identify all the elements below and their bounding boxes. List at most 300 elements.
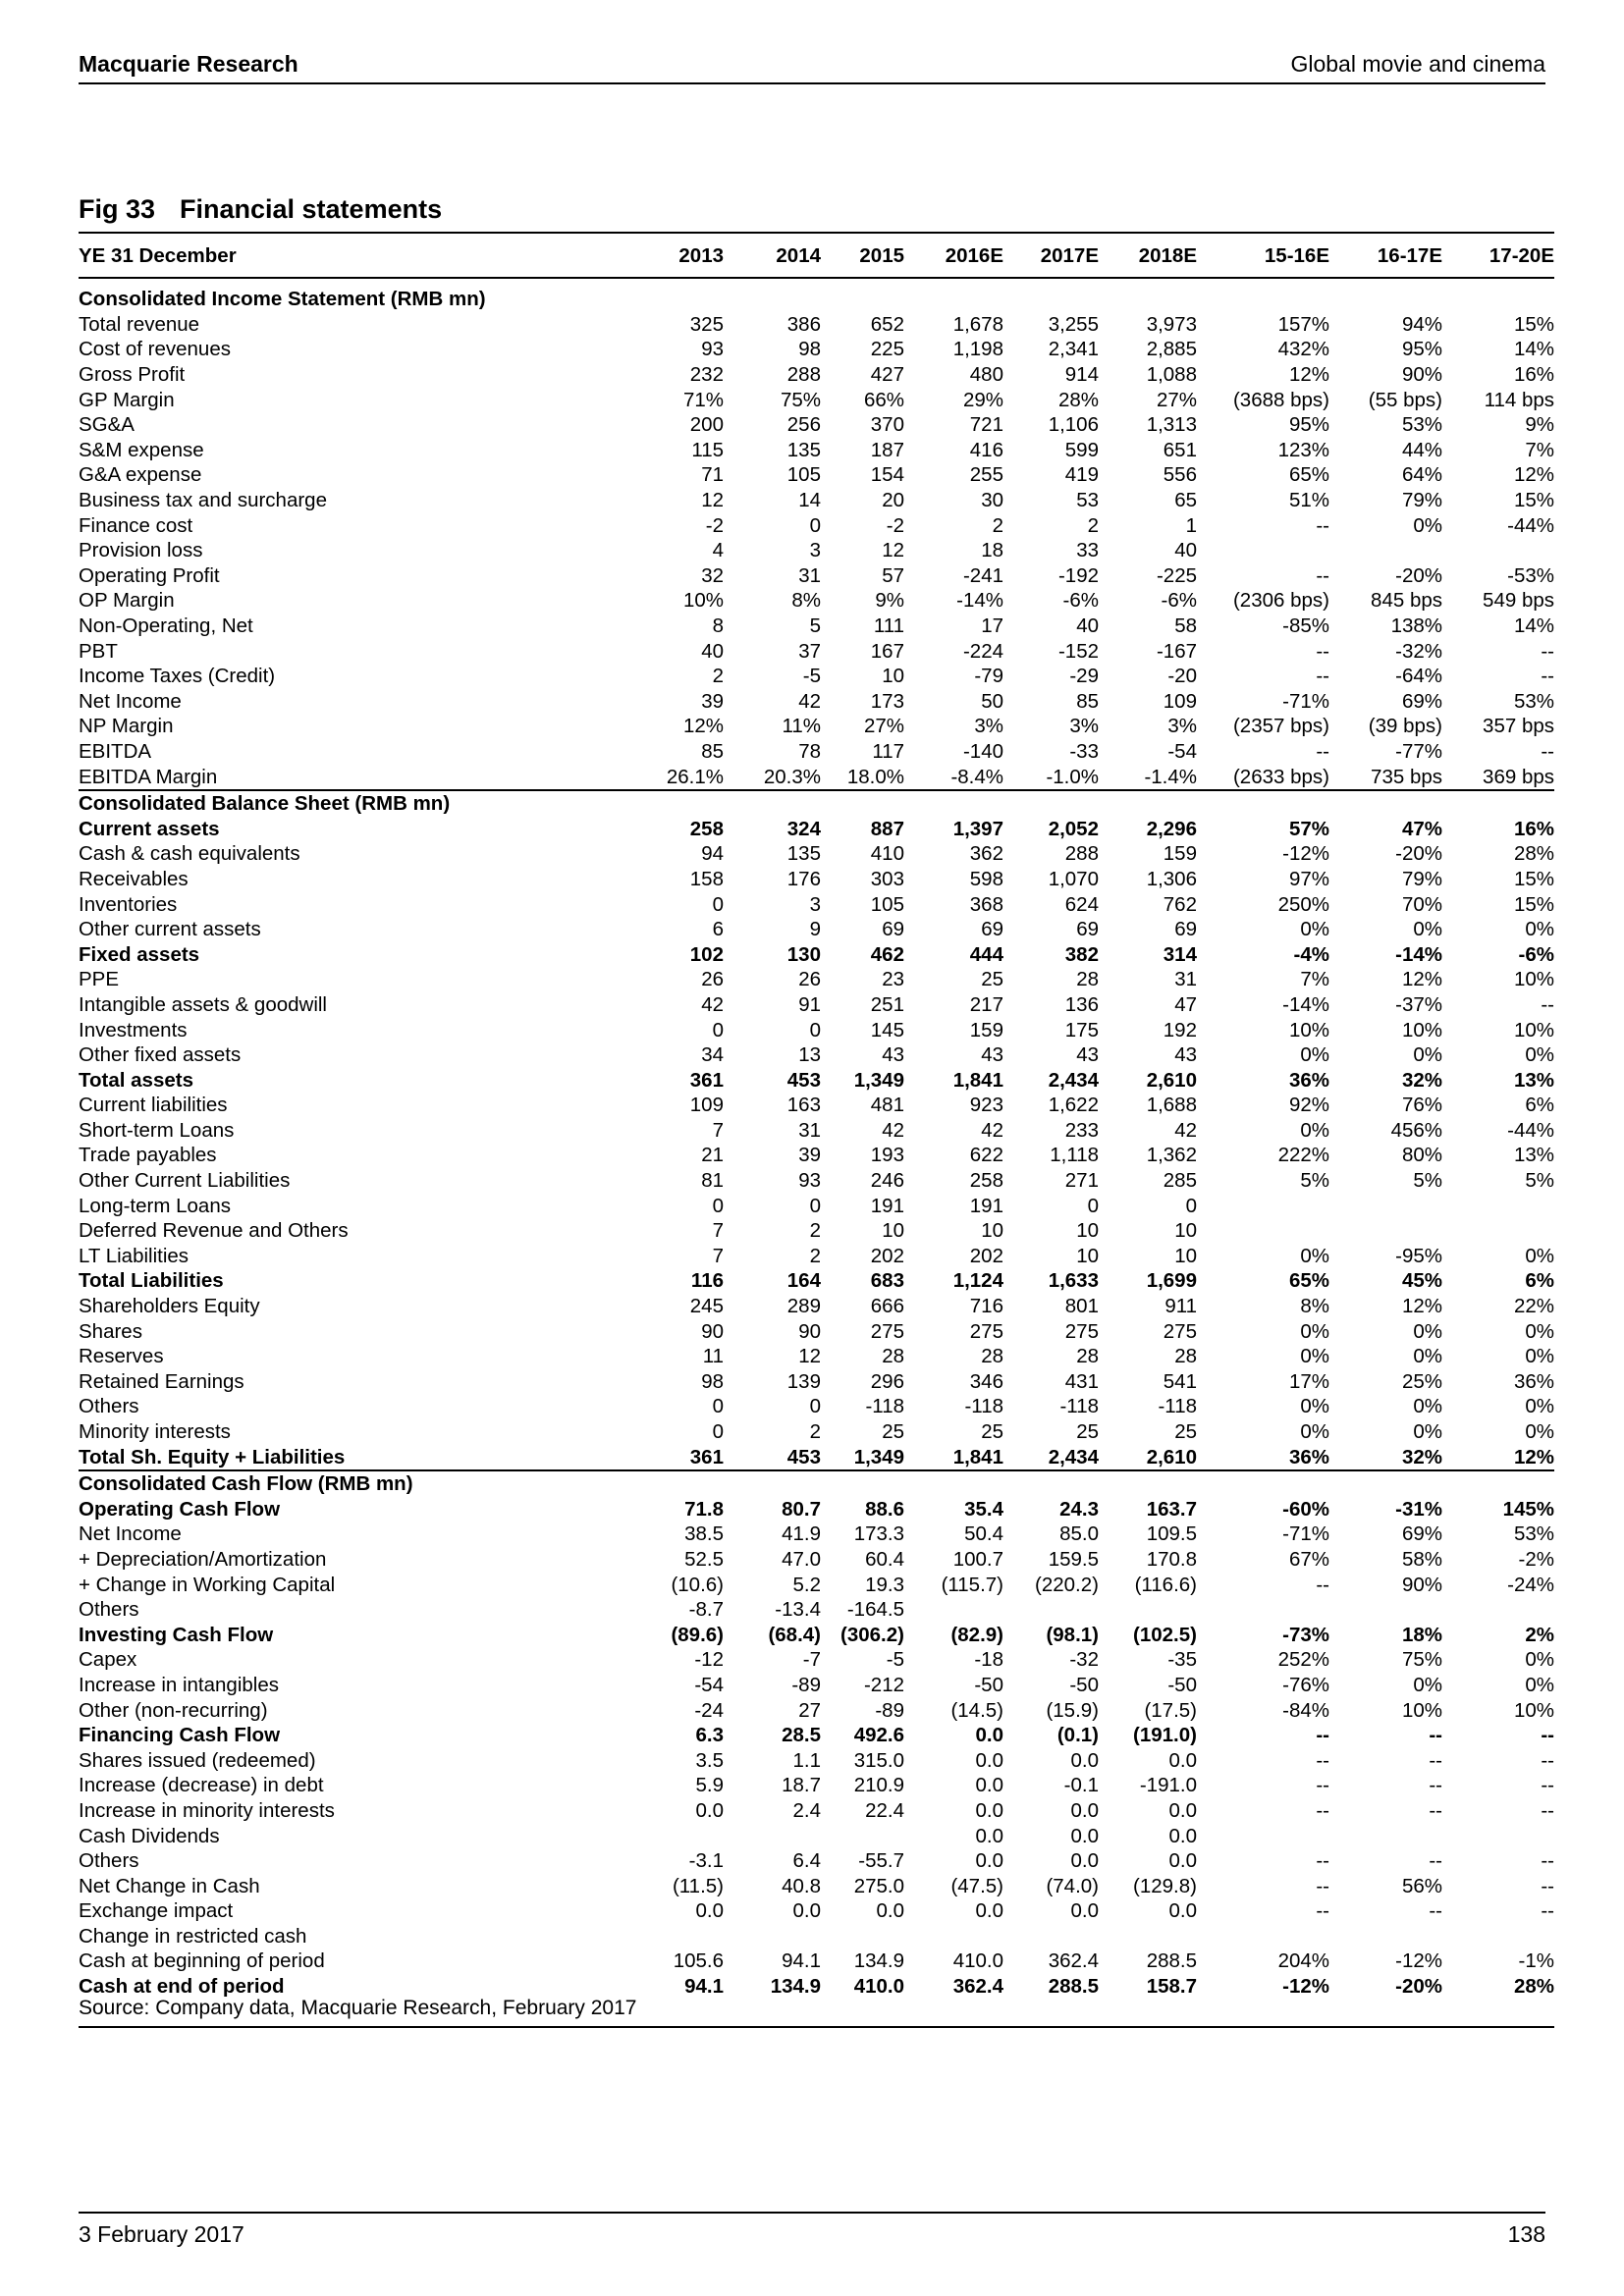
cell-value: -20% <box>1395 563 1442 587</box>
cell-value: 0 <box>809 1395 821 1418</box>
cell-value: 43 <box>981 1043 1003 1067</box>
cell-value: 0% <box>1413 513 1442 537</box>
row-label: Inventories <box>79 892 178 916</box>
cell-value: 36% <box>1288 1445 1329 1468</box>
row-label: Total revenue <box>79 312 200 336</box>
cell-value <box>1442 1597 1554 1623</box>
cell-value: 8 <box>712 614 724 638</box>
cell-value: -- <box>1541 665 1554 688</box>
cell-value: 50.4 <box>964 1522 1003 1546</box>
cell-value: -50 <box>974 1673 1003 1696</box>
cell-value: 2,610 <box>1146 1068 1197 1092</box>
cell-value: 346 <box>969 1369 1003 1393</box>
row-label: Net Income <box>79 689 182 713</box>
cell-value: -2 <box>886 513 904 537</box>
cell-value <box>1442 1924 1554 1949</box>
cell-value: 453 <box>786 1068 821 1092</box>
cell-value: 134.9 <box>853 1949 904 1973</box>
row-label: Capex <box>79 1648 137 1672</box>
cell-value: 256 <box>786 413 821 437</box>
cell-value: 0 <box>809 1194 821 1217</box>
cell-value: 12% <box>1401 1295 1442 1318</box>
cell-value: -152 <box>1057 639 1099 663</box>
table-row <box>79 1647 1554 1673</box>
cell-value: (39 bps) <box>1368 715 1442 738</box>
cell-value: 9% <box>1525 413 1554 437</box>
cell-value: 94 <box>701 842 724 866</box>
cell-value: 85.0 <box>1059 1522 1099 1546</box>
cell-value: 28 <box>1076 1345 1099 1368</box>
row-label: Increase in intangibles <box>79 1673 279 1696</box>
source-rule <box>79 2026 1554 2028</box>
section-header-row <box>79 790 1554 817</box>
cell-value: -71% <box>1282 1522 1329 1546</box>
cell-value: -64% <box>1395 665 1442 688</box>
cell-value: -14% <box>1395 942 1442 966</box>
cell-value: 105 <box>870 892 904 916</box>
cell-value: (14.5) <box>950 1698 1003 1722</box>
cell-value: -- <box>1541 1774 1554 1797</box>
subtotal-row <box>79 1268 1554 1294</box>
table-row <box>79 1294 1554 1319</box>
table-row <box>79 1344 1554 1369</box>
cell-value: 36% <box>1513 1369 1554 1393</box>
cell-value: 69 <box>981 918 1003 941</box>
cell-value: 0 <box>712 1395 724 1418</box>
table-row <box>79 664 1554 689</box>
cell-value: 0.0 <box>975 1849 1003 1873</box>
cell-value: 1,678 <box>952 312 1003 336</box>
cell-value: (129.8) <box>1133 1874 1197 1897</box>
subtotal-row <box>79 1622 1554 1647</box>
cell-value: 556 <box>1163 463 1197 487</box>
cell-value: 75% <box>780 388 821 411</box>
cell-value: -33 <box>1069 739 1099 763</box>
cell-value: 135 <box>786 438 821 461</box>
cell-value: 29% <box>962 388 1003 411</box>
cell-value: 0% <box>1300 1345 1329 1368</box>
cell-value: 0.0 <box>1168 1899 1197 1923</box>
cell-value: 0 <box>1087 1194 1099 1217</box>
cell-value: -191.0 <box>1139 1774 1197 1797</box>
cell-value: 2,341 <box>1048 338 1099 361</box>
cell-value: 5% <box>1525 1169 1554 1193</box>
cell-value: 0.0 <box>876 1899 904 1923</box>
row-label: Cash at beginning of period <box>79 1949 325 1973</box>
cell-value: 42 <box>1174 1118 1197 1142</box>
cell-value: 176 <box>786 867 821 890</box>
cell-value: -29 <box>1069 665 1099 688</box>
row-label: Change in restricted cash <box>79 1924 307 1948</box>
cell-value: -44% <box>1507 1118 1554 1142</box>
cell-value: 27% <box>863 715 904 738</box>
cell-value: 10% <box>1513 1018 1554 1041</box>
figure-title: Financial statements <box>180 194 443 224</box>
table-row <box>79 588 1554 614</box>
row-label: Financing Cash Flow <box>79 1724 281 1747</box>
cell-value: 0% <box>1413 1319 1442 1343</box>
cell-value: 0.0 <box>1168 1849 1197 1873</box>
cell-value: 3,973 <box>1146 312 1197 336</box>
cell-value: 2 <box>809 1219 821 1243</box>
cell-value: -50 <box>1167 1673 1197 1696</box>
cell-value: 217 <box>969 992 1003 1016</box>
table-row <box>79 1773 1554 1798</box>
cell-value: 14% <box>1513 338 1554 361</box>
cell-value: -5 <box>886 1648 904 1672</box>
cell-value: 18.7 <box>782 1774 821 1797</box>
table-header-row <box>79 233 1554 278</box>
cell-value: -12 <box>694 1648 724 1672</box>
table-row <box>79 412 1554 438</box>
cell-value: 25 <box>981 1420 1003 1444</box>
cell-value: 26.1% <box>666 765 724 788</box>
column-header: 17-20E <box>1442 233 1554 278</box>
cell-value <box>1197 1823 1329 1848</box>
cell-value: 105.6 <box>673 1949 724 1973</box>
cell-value: 222% <box>1277 1144 1329 1167</box>
cell-value <box>1197 1218 1329 1244</box>
cell-value: 80% <box>1401 1144 1442 1167</box>
cell-value: 65 <box>1174 489 1197 512</box>
row-label: SG&A <box>79 413 135 437</box>
cell-value: -20 <box>1167 665 1197 688</box>
cell-value: 90 <box>701 1319 724 1343</box>
cell-value: (220.2) <box>1035 1573 1099 1596</box>
cell-value: 10 <box>1174 1219 1197 1243</box>
table-row <box>79 1193 1554 1218</box>
cell-value: 303 <box>870 867 904 890</box>
cell-value: (15.9) <box>1046 1698 1099 1722</box>
cell-value: 481 <box>870 1094 904 1117</box>
cell-value: 0.0 <box>1070 1748 1099 1772</box>
cell-value: -- <box>1429 1748 1442 1772</box>
cell-value: 651 <box>1163 438 1197 461</box>
table-row <box>79 538 1554 563</box>
cell-value: 164 <box>786 1269 821 1293</box>
cell-value: (89.6) <box>671 1623 724 1646</box>
cell-value: 0% <box>1525 1345 1554 1368</box>
cell-value: 51% <box>1288 489 1329 512</box>
cell-value: 1,118 <box>1050 1144 1099 1167</box>
cell-value: 111 <box>873 614 904 638</box>
cell-value: 30 <box>981 489 1003 512</box>
cell-value <box>1003 1597 1099 1623</box>
cell-value: 173.3 <box>853 1522 904 1546</box>
cell-value: 9 <box>809 918 821 941</box>
cell-value: 76% <box>1401 1094 1442 1117</box>
cell-value: 6 <box>712 918 724 941</box>
cell-value: 3,255 <box>1048 312 1099 336</box>
row-label: Fixed assets <box>79 942 200 966</box>
subtotal-row <box>79 941 1554 967</box>
cell-value: 13% <box>1513 1144 1554 1167</box>
table-row <box>79 1898 1554 1924</box>
cell-value <box>1329 538 1442 563</box>
cell-value: 233 <box>1064 1118 1099 1142</box>
cell-value: 24.3 <box>1059 1497 1099 1521</box>
cell-value: 57% <box>1288 817 1329 840</box>
table-row <box>79 488 1554 513</box>
cell-value: 33 <box>1076 539 1099 562</box>
cell-value: 361 <box>689 1445 724 1468</box>
subtotal-row <box>79 1974 1554 2000</box>
cell-value: 432% <box>1277 338 1329 361</box>
cell-value: 12% <box>682 715 724 738</box>
cell-value: -164.5 <box>846 1598 904 1622</box>
cell-value: 2,434 <box>1048 1068 1099 1092</box>
row-label: Total Sh. Equity + Liabilities <box>79 1445 346 1468</box>
cell-value: 275.0 <box>853 1874 904 1897</box>
cell-value: -73% <box>1282 1623 1329 1646</box>
cell-value: 18% <box>1401 1623 1442 1646</box>
cell-value: 289 <box>786 1295 821 1318</box>
cell-value: -54 <box>1167 739 1197 763</box>
cell-value: (10.6) <box>671 1573 724 1596</box>
figure-caption <box>79 194 442 225</box>
cell-value: 95% <box>1401 338 1442 361</box>
cell-value: -20% <box>1395 842 1442 866</box>
cell-value: 2,052 <box>1048 817 1099 840</box>
cell-value: 444 <box>969 942 1003 966</box>
column-header: 2018E <box>1099 233 1197 278</box>
cell-value: 123% <box>1277 438 1329 461</box>
cell-value: 666 <box>870 1295 904 1318</box>
cell-value: -1.4% <box>1144 765 1197 788</box>
cell-value: 10 <box>981 1219 1003 1243</box>
cell-value <box>724 1924 821 1949</box>
cell-value: 57 <box>882 563 904 587</box>
table-row <box>79 563 1554 589</box>
cell-value: (68.4) <box>768 1623 821 1646</box>
cell-value: -- <box>1541 1874 1554 1897</box>
cell-value: 887 <box>870 817 904 840</box>
cell-value: 117 <box>872 739 904 763</box>
cell-value: 67% <box>1288 1547 1329 1571</box>
table-row <box>79 1017 1554 1042</box>
cell-value: 115 <box>691 438 724 461</box>
cell-value: 70% <box>1401 892 1442 916</box>
cell-value: 0 <box>712 892 724 916</box>
cell-value: 145 <box>870 1018 904 1041</box>
cell-value: (55 bps) <box>1368 388 1442 411</box>
row-label: Increase (decrease) in debt <box>79 1774 324 1797</box>
cell-value: 25% <box>1401 1369 1442 1393</box>
cell-value: 325 <box>689 312 724 336</box>
cell-value: -- <box>1316 1899 1329 1923</box>
cell-value: 22.4 <box>865 1798 904 1822</box>
cell-value: 0% <box>1413 1345 1442 1368</box>
cell-value: 109 <box>689 1094 724 1117</box>
row-label: Retained Earnings <box>79 1369 244 1393</box>
cell-value: -167 <box>1156 639 1197 663</box>
cell-value: -18 <box>974 1648 1003 1672</box>
cell-value: 202 <box>969 1244 1003 1267</box>
section-title: Consolidated Balance Sheet (RMB mn) <box>79 790 1554 817</box>
cell-value <box>627 1823 724 1848</box>
table-row <box>79 1697 1554 1723</box>
cell-value: 2 <box>809 1244 821 1267</box>
cell-value: 98 <box>701 1369 724 1393</box>
cell-value: 32 <box>701 563 724 587</box>
cell-value: 25 <box>882 1420 904 1444</box>
cell-value: 102 <box>689 942 724 966</box>
cell-value: (98.1) <box>1046 1623 1099 1646</box>
cell-value: 480 <box>969 363 1003 387</box>
cell-value: 246 <box>870 1169 904 1193</box>
table-row <box>79 1848 1554 1874</box>
table-row <box>79 714 1554 739</box>
cell-value: 1,088 <box>1146 363 1197 387</box>
cell-value: 549 bps <box>1483 589 1554 613</box>
cell-value: 52.5 <box>684 1547 724 1571</box>
cell-value: -89 <box>791 1673 821 1696</box>
table-row <box>79 1394 1554 1419</box>
cell-value: 296 <box>870 1369 904 1393</box>
spacer-row <box>79 278 1554 287</box>
cell-value: -35 <box>1167 1648 1197 1672</box>
table-row <box>79 764 1554 790</box>
row-label: GP Margin <box>79 388 175 411</box>
row-label: EBITDA Margin <box>79 765 218 788</box>
cell-value: 3 <box>809 539 821 562</box>
cell-value: 163 <box>786 1094 821 1117</box>
column-header: 15-16E <box>1197 233 1329 278</box>
column-header: 2016E <box>904 233 1003 278</box>
cell-value: (17.5) <box>1144 1698 1197 1722</box>
page-header <box>79 49 1545 84</box>
cell-value: 10 <box>882 1219 904 1243</box>
row-label: Cost of revenues <box>79 338 231 361</box>
table-row <box>79 438 1554 463</box>
cell-value: 11 <box>702 1345 724 1368</box>
cell-value: 22% <box>1513 1295 1554 1318</box>
cell-value <box>821 1823 904 1848</box>
cell-value: 50 <box>981 689 1003 713</box>
figure-number: Fig 33 <box>79 194 156 224</box>
row-label: Long-term Loans <box>79 1194 231 1217</box>
table-row <box>79 739 1554 765</box>
cell-value: (2633 bps) <box>1232 765 1329 788</box>
cell-value: 130 <box>786 942 821 966</box>
cell-value: 1 <box>1185 513 1197 537</box>
row-label: Income Taxes (Credit) <box>79 665 276 688</box>
cell-value: 12% <box>1401 968 1442 991</box>
cell-value: 10% <box>1513 968 1554 991</box>
report-title: Global movie and cinema <box>1290 51 1545 77</box>
cell-value: 0.0 <box>1168 1748 1197 1772</box>
cell-value: 462 <box>870 942 904 966</box>
cell-value: 79% <box>1401 489 1442 512</box>
cell-value: 45% <box>1401 1269 1442 1293</box>
cell-value: 159 <box>1163 842 1197 866</box>
cell-value: 285 <box>1163 1169 1197 1193</box>
cell-value: 71% <box>682 388 724 411</box>
cell-value: -225 <box>1156 563 1197 587</box>
cell-value: 258 <box>969 1169 1003 1193</box>
cell-value: (116.6) <box>1134 1573 1197 1596</box>
cell-value: 1,124 <box>952 1269 1003 1293</box>
table-row <box>79 1042 1554 1068</box>
cell-value: 114 bps <box>1484 388 1554 411</box>
cell-value: 6.3 <box>695 1724 724 1747</box>
cell-value: 31 <box>798 563 821 587</box>
cell-value: -79 <box>974 665 1003 688</box>
cell-value: 14% <box>1513 614 1554 638</box>
table-row <box>79 512 1554 538</box>
cell-value: 2,885 <box>1146 338 1197 361</box>
cell-value: 0.0 <box>1168 1798 1197 1822</box>
cell-value: 69% <box>1401 689 1442 713</box>
cell-value: 314 <box>1163 942 1197 966</box>
cell-value: 0.0 <box>1168 1824 1197 1847</box>
cell-value: 10% <box>1288 1018 1329 1041</box>
cell-value: 10 <box>1076 1219 1099 1243</box>
cell-value: 250% <box>1277 892 1329 916</box>
table-row <box>79 1572 1554 1597</box>
row-label: Cash & cash equivalents <box>79 842 300 866</box>
cell-value: 0.0 <box>975 1798 1003 1822</box>
cell-value <box>1329 1823 1442 1848</box>
column-header: 16-17E <box>1329 233 1442 278</box>
cell-value: 599 <box>1064 438 1099 461</box>
cell-value <box>821 1924 904 1949</box>
cell-value: -53% <box>1507 563 1554 587</box>
cell-value: 271 <box>1064 1169 1099 1193</box>
cell-value: 75% <box>1401 1648 1442 1672</box>
cell-value: 27 <box>798 1698 821 1722</box>
cell-value: 251 <box>870 992 904 1016</box>
cell-value: 71 <box>701 463 724 487</box>
cell-value: 28 <box>1174 1345 1197 1368</box>
cell-value: 28 <box>1076 968 1099 991</box>
cell-value: 42 <box>701 992 724 1016</box>
cell-value: -118 <box>1059 1395 1099 1418</box>
cell-value: 0% <box>1300 1118 1329 1142</box>
cell-value: 32% <box>1401 1068 1442 1092</box>
cell-value: 288 <box>1064 842 1099 866</box>
cell-value: -140 <box>962 739 1003 763</box>
cell-value: 382 <box>1064 942 1099 966</box>
cell-value: 0% <box>1413 918 1442 941</box>
table-row <box>79 1244 1554 1269</box>
cell-value <box>1197 538 1329 563</box>
cell-value: (2357 bps) <box>1232 715 1329 738</box>
table-row <box>79 1218 1554 1244</box>
table-row <box>79 891 1554 917</box>
cell-value: -85% <box>1282 614 1329 638</box>
cell-value: 2 <box>1087 513 1099 537</box>
table-row <box>79 1823 1554 1848</box>
cell-value: 105 <box>786 463 821 487</box>
cell-value: 163.7 <box>1146 1497 1197 1521</box>
cell-value: 0.0 <box>975 1824 1003 1847</box>
row-label: Operating Cash Flow <box>79 1497 281 1521</box>
cell-value: -- <box>1316 1573 1329 1596</box>
cell-value: -- <box>1316 1849 1329 1873</box>
cell-value: -- <box>1316 665 1329 688</box>
cell-value: 255 <box>969 463 1003 487</box>
subtotal-row <box>79 1723 1554 1748</box>
row-label: Other Current Liabilities <box>79 1169 291 1193</box>
row-label: Finance cost <box>79 513 193 537</box>
cell-value: 2 <box>809 1420 821 1444</box>
cell-value: -- <box>1541 1849 1554 1873</box>
cell-value: 14 <box>798 489 821 512</box>
cell-value <box>1329 1193 1442 1218</box>
cell-value: 42 <box>981 1118 1003 1142</box>
cell-value: -37% <box>1395 992 1442 1016</box>
